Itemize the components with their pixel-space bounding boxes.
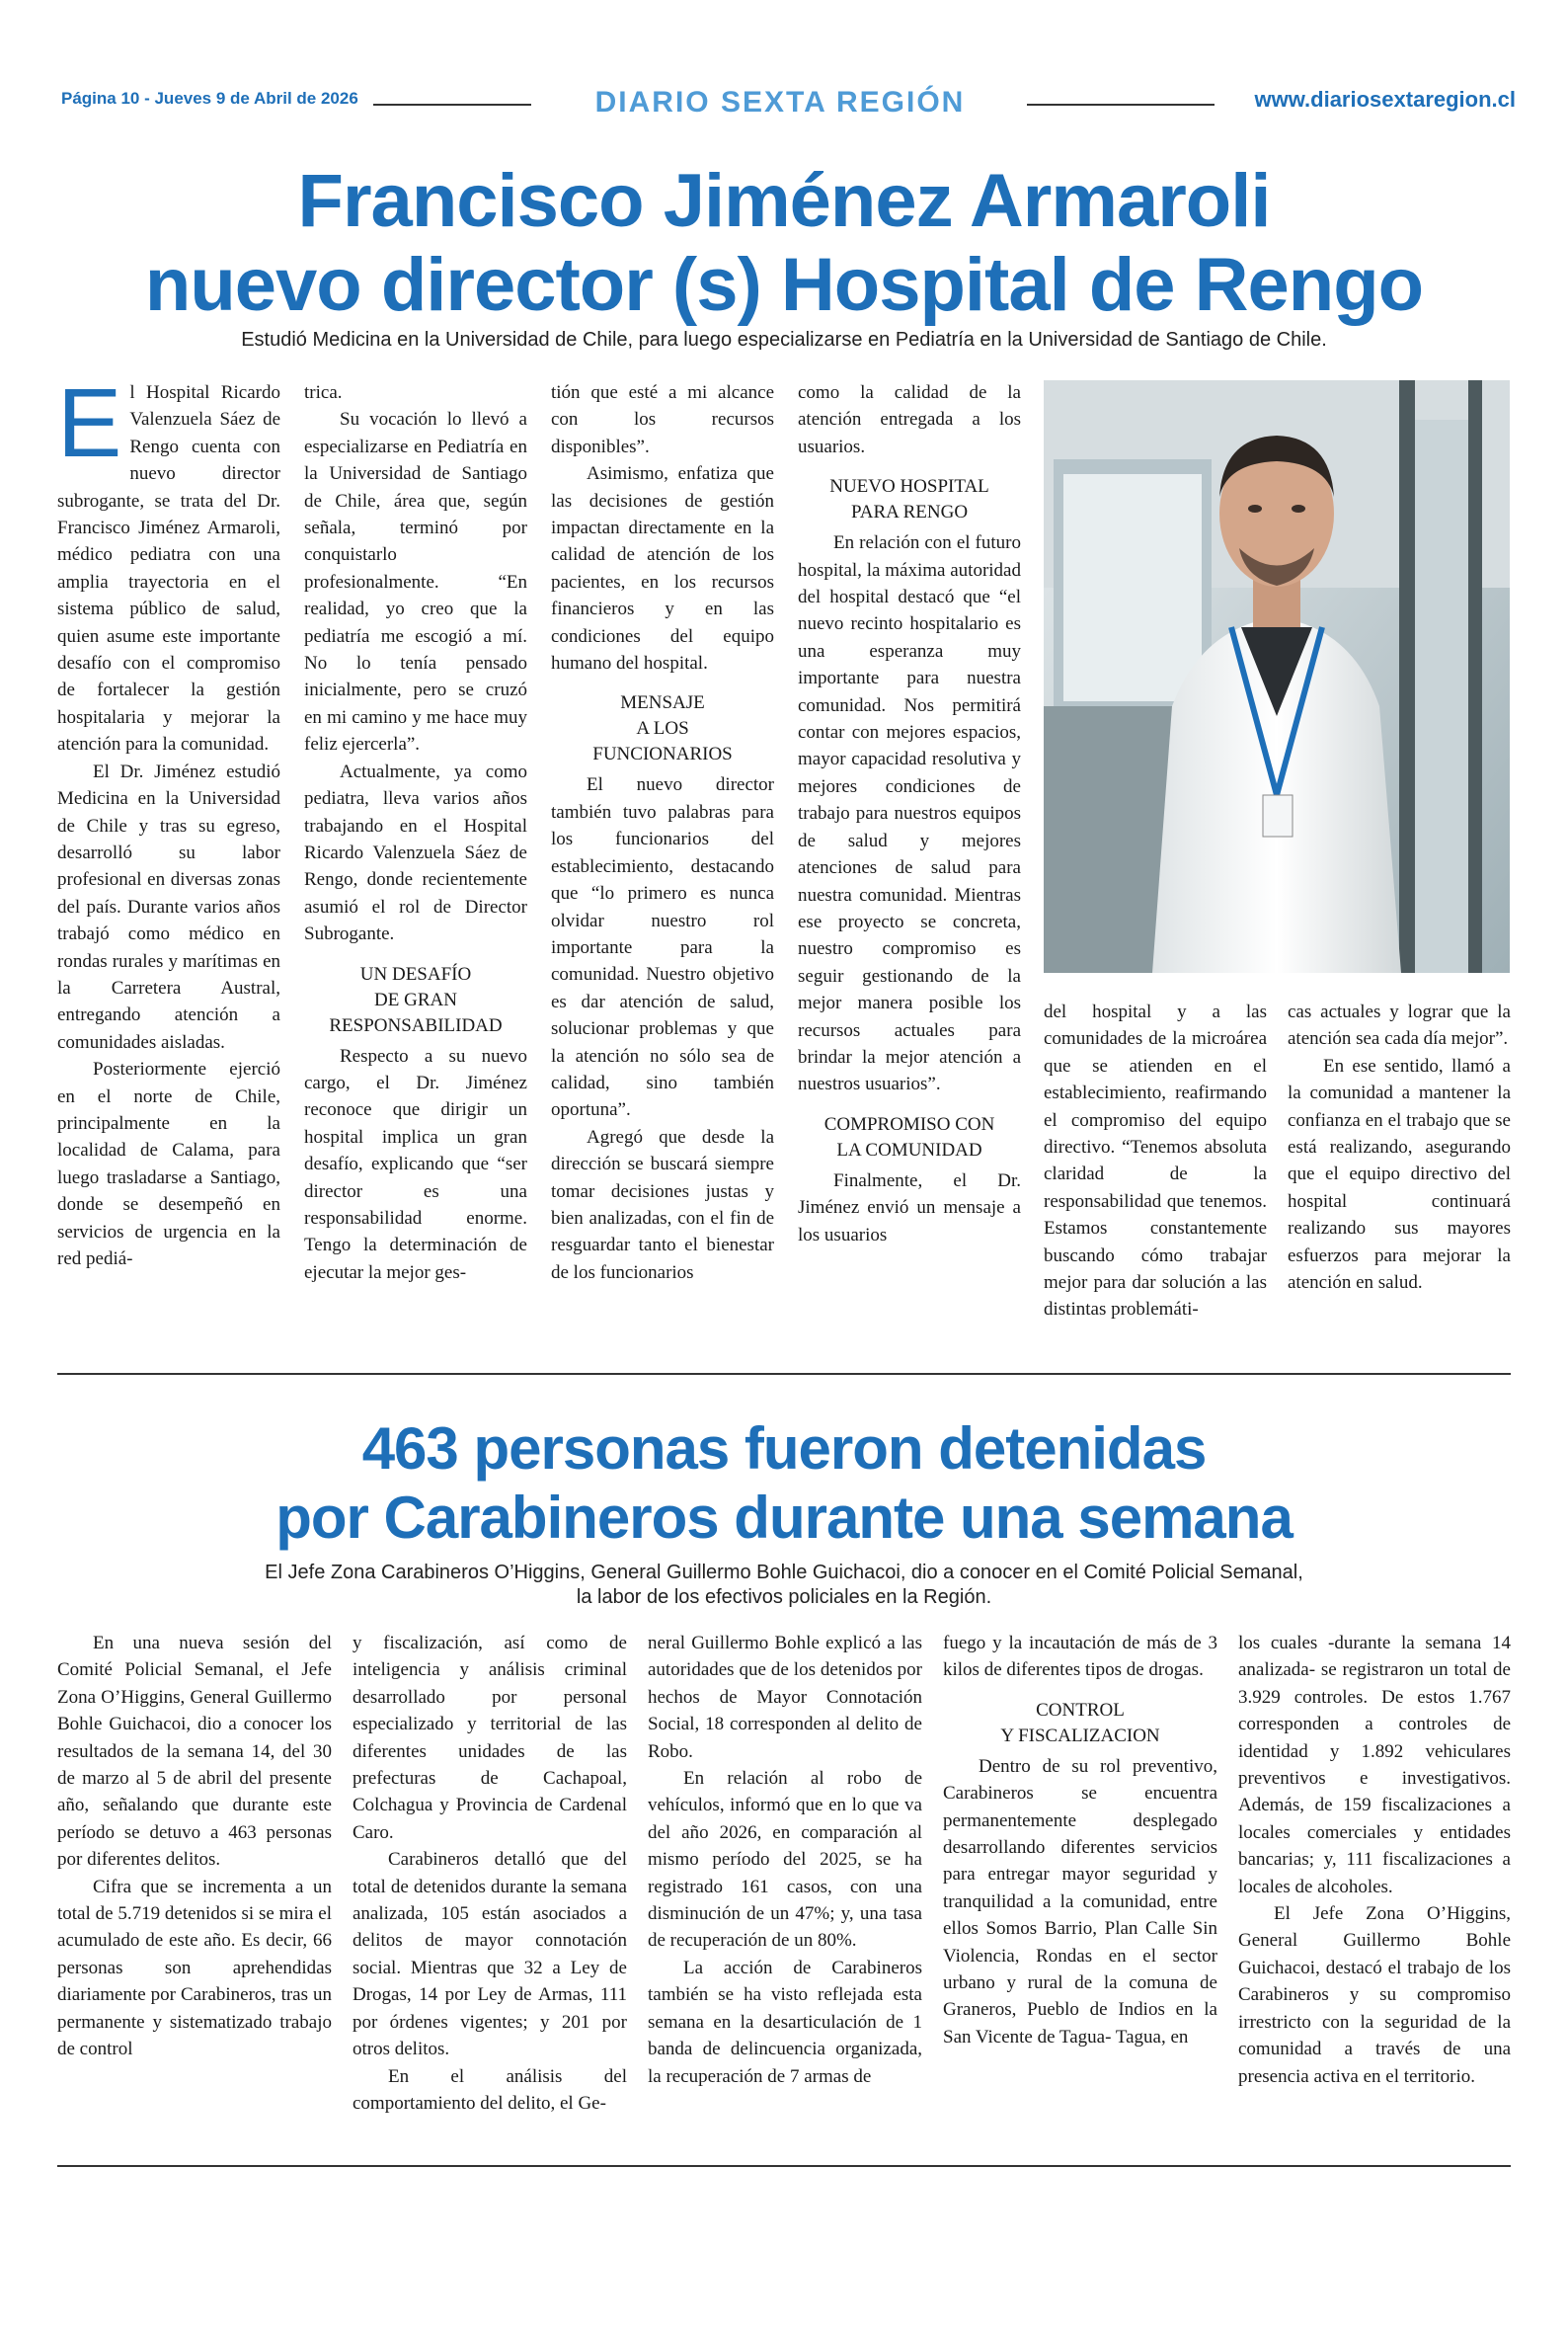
article2-paragraph: fuego y la incautación de más de 3 kilos de diferentes tipos de drogas. xyxy=(943,1633,1217,1681)
director-photo xyxy=(1044,380,1510,973)
article1-subheading xyxy=(798,474,1021,525)
article1-column-4 xyxy=(798,379,1021,1367)
article1-paragraph: Posteriormente ejerció en el norte de Chile, principalmente en la localidad de Calama, para luego trasladarse a Santiago, donde se desempeñó en servicios de urgencia en la red pediá- xyxy=(57,1059,280,1269)
article1-paragraph: como la calidad de la atención entregada a los usuarios. xyxy=(798,382,1021,457)
article2-column-1 xyxy=(57,1630,332,2143)
subheading-line: NUEVO HOSPITAL xyxy=(829,476,989,498)
article1-paragraph: Respecto a su nuevo cargo, el Dr. Jiménez reconoce que dirigir un hospital implica un gran desafío, explicando que “ser director es una responsabilidad enorme. Tengo la determinación de ejecutar la mejor ges- xyxy=(304,1045,527,1283)
article2-paragraph: Carabineros detalló que del total de detenidos durante la semana analizada, 105 están asociados a delitos de mayor connotación social. Mientras que 32 a Ley de Drogas, 14 por Ley de Armas, 111 por órdenes vigentes; y 201 por otros delitos. xyxy=(353,1849,627,2060)
header-rule-left xyxy=(373,104,531,106)
article1-paragraph: En relación con el futuro hospital, la máxima autoridad del hospital destacó que “el nuevo recinto hospitalario es una esperanza muy importante para nuestra comunidad. Nos permitirá contar con mejores espacios, mayor capacidad resolutiva y mejores condiciones de trabajo para nuestros equipos de salud y mejores atenciones de salud para nuestra comunidad. Mientras ese proyecto se concreta, nuestro compromiso es seguir gestionando de la mejor manera posible los recursos actuales para brindar la mejor atención a nuestros usuarios”. xyxy=(798,532,1021,1095)
article1-paragraph: Actualmente, ya como pediatra, lleva varios años trabajando en el Hospital Ricardo Valenzuela Sáez de Rengo, donde recientemente asumió el rol de Director Subrogante. xyxy=(304,761,527,945)
subheading-line: UN DESAFÍO xyxy=(359,963,472,985)
article1-paragraph: cas actuales y lograr que la atención sea cada día mejor”. xyxy=(1288,1002,1511,1050)
bottom-divider xyxy=(57,2165,1511,2167)
subheading-line: DE GRAN xyxy=(374,989,457,1010)
article-divider xyxy=(57,1373,1511,1375)
article2-paragraph: La acción de Carabineros también se ha visto reflejada esta semana en la desarticulación de 1 banda de delincuencia organizada, la recuperación de 7 armas de xyxy=(648,1957,922,2087)
article1-paragraph: Agregó que desde la dirección se buscará siempre tomar decisiones justas y bien analizadas, con el fin de resguardar tanto el bienestar de los funcionarios xyxy=(551,1126,774,1283)
article2-paragraph: neral Guillermo Bohle explicó a las autoridades que de los detenidos por hechos de Mayor Connotación Social, 18 corresponden al delito de Robo. xyxy=(648,1633,922,1762)
article1-paragraph: En ese sentido, llamó a la comunidad a mantener la confianza en el trabajo que se está realizando, asegurando que el equipo directivo del hospital continuará realizando sus mayores esfuerzos para mejorar la atención en salud. xyxy=(1288,1055,1511,1294)
subheading-line: A LOS xyxy=(636,718,689,740)
article1-paragraph: Finalmente, el Dr. Jiménez envió un mensaje a los usuarios xyxy=(798,1169,1021,1245)
article1-subheading xyxy=(304,962,527,1039)
article2-paragraph: El Jefe Zona O’Higgins, General Guillermo Bohle Guichacoi, destacó el trabajo de los Carabineros y su compromiso irrestricto con la seguridad de la comunidad a través de una presencia activa en el territorio. xyxy=(1238,1903,1511,2087)
article1-paragraph: l Hospital Ricardo Valenzuela Sáez de Rengo cuenta con nuevo director subrogante, se trata del Dr. Francisco Jiménez Armaroli, médico pediatra con una amplia trayectoria en el sistema público de salud, quien asume este importante desafío con el compromiso de fortalecer la gestión hospitalaria y mejorar la atención para la comunidad. xyxy=(57,382,280,756)
article1-paragraph: Asimismo, enfatiza que las decisiones de gestión impactan directamente en la calidad de atención de los pacientes, en los recursos financieros y en las condiciones del equipo humano del hospital. xyxy=(551,463,774,675)
article1-title-line1: Francisco Jiménez Armaroli xyxy=(297,159,1271,243)
subheading-line: RESPONSABILIDAD xyxy=(329,1014,503,1036)
article1-paragraph: El Dr. Jiménez estudió Medicina en la Universidad de Chile y tras su egreso, desarrolló su labor profesional en diversas zonas del país. Durante varios años trabajó como médico en rondas rurales y marítimas en la Carretera Austral, entregando atención a comunidades aisladas. xyxy=(57,761,280,1053)
article1-column-2 xyxy=(304,379,527,1367)
subheading-line: LA COMUNIDAD xyxy=(836,1139,982,1161)
website-link[interactable]: www.diariosextaregion.cl xyxy=(1254,87,1516,112)
article1-paragraph: El nuevo director también tuvo palabras para los funcionarios del establecimiento, destacando que “lo primero es nunca olvidar nuestro rol importante para la comunidad. Nuestro objetivo es dar atención de salud, solucionar problemas y que la atención no sólo sea de calidad, sino también oportuna”. xyxy=(551,774,774,1121)
article1-paragraph: Su vocación lo llevó a especializarse en Pediatría en la Universidad de Santiago de Chile, área que, según señala, terminó por conquistarlo profesionalmente. “En realidad, yo creo que la pediatría me escogió a mí. No lo tenía pensado inicialmente, pero se cruzó en mi camino y me hace muy feliz ejercerla”. xyxy=(304,409,527,756)
article2-subtitle-line1: El Jefe Zona Carabineros O’Higgins, General Guillermo Bohle Guichacoi, dio a conocer en el Comité Policial Semanal, xyxy=(265,1562,1303,1583)
article1-subheading xyxy=(551,690,774,767)
article2-column-5 xyxy=(1238,1630,1511,2143)
article2-paragraph: En una nueva sesión del Comité Policial Semanal, el Jefe Zona O’Higgins, General Guillermo Bohle Guichacoi, dio a conocer los resultados de la semana 14, del 30 de marzo al 5 de abril del presente año, señalando que durante este período se detuvo a 463 personas por diferentes delitos. xyxy=(57,1633,332,1871)
article1-paragraph: del hospital y a las comunidades de la microárea que se atienden en el establecimiento, reafirmando el compromiso del equipo directivo. “Tenemos absoluta claridad de la responsabilidad que tenemos. Estamos constantemente buscando cómo trabajar mejor para dar solución a las distintas problemáti- xyxy=(1044,1002,1267,1321)
article2-title-line2: por Carabineros durante una semana xyxy=(275,1485,1293,1551)
page-info: Página 10 - Jueves 9 de Abril de 2026 xyxy=(61,89,358,108)
article1-column-3 xyxy=(551,379,774,1367)
article2-subheading xyxy=(943,1698,1217,1749)
newspaper-name: DIARIO SEXTA REGIÓN xyxy=(594,86,966,119)
subheading-line: COMPROMISO CON xyxy=(823,1113,995,1135)
article1-column-1 xyxy=(57,379,280,1367)
article2-paragraph: En relación al robo de vehículos, informó que en lo que va del año 2026, en comparación al mismo período del 2025, se ha registrado 161 casos, con una disminución de un 47%; y, una tasa de recuperación de un 80%. xyxy=(648,1768,922,1952)
subheading-line: PARA RENGO xyxy=(850,502,969,523)
article2-paragraph: Cifra que se incrementa a un total de 5.719 detenidos si se mira el acumulado de este año. Es decir, 66 personas son aprehendidas diariamente por Carabineros, tras un permanente y sistematizado trabajo de control xyxy=(57,1876,332,2060)
article2-column-2 xyxy=(353,1630,627,2143)
article1-paragraph: trica. xyxy=(304,382,343,403)
article2-paragraph: Dentro de su rol preventivo, Carabineros se encuentra permanentemente desplegado desarrollando diferentes servicios para entregar mayor seguridad y tranquilidad a la comunidad, entre ellos Somos Barrio, Plan Calle Sin Violencia, Rondas en el sector urbano y rural de la comuna de Graneros, Pueblo de Indios en la San Vicente de Tagua- Tagua, en xyxy=(943,1755,1217,2048)
article2-paragraph: y fiscalización, así como de inteligencia y análisis criminal desarrollado por personal especializado y territorial de las diferentes unidades de las prefecturas de Cachapoal, Colchagua y Provincia de Cardenal Caro. xyxy=(353,1633,627,1843)
article2-paragraph: los cuales -durante la semana 14 analizada- se registraron un total de 3.929 controles. De estos 1.767 corresponden a controles de identidad y 1.892 vehiculares preventivos e investigativos. Además, de 159 fiscalizaciones a locales comerciales y entidades bancarias; y, 111 fiscalizaciones a locales de alcoholes. xyxy=(1238,1633,1511,1897)
article2-column-3 xyxy=(648,1630,922,2143)
article2-subtitle-line2: la labor de los efectivos policiales en la Región. xyxy=(576,1586,992,1608)
header-rule-right xyxy=(1027,104,1215,106)
article1-column-5 xyxy=(1044,999,1267,1366)
article1-paragraph: tión que esté a mi alcance con los recursos disponibles”. xyxy=(551,382,774,457)
article2-title-line1: 463 personas fueron detenidas xyxy=(361,1415,1207,1482)
subheading-line: Y FISCALIZACION xyxy=(1000,1725,1160,1746)
article1-dropcap: E xyxy=(57,379,122,477)
subheading-line: FUNCIONARIOS xyxy=(592,744,733,765)
subheading-line: CONTROL xyxy=(1036,1699,1125,1721)
article2-column-4 xyxy=(943,1630,1217,2143)
article1-title-line2: nuevo director (s) Hospital de Rengo xyxy=(144,243,1424,327)
subheading-line: MENSAJE xyxy=(620,692,705,714)
article1-subheading xyxy=(798,1112,1021,1164)
article1-column-6 xyxy=(1288,999,1511,1366)
director-photo-illustration xyxy=(1044,380,1510,973)
article1-subtitle: Estudió Medicina en la Universidad de Chile, para luego especializarse en Pediatría en la Universidad de Santiago de Chile. xyxy=(241,329,1327,351)
article2-paragraph: En el análisis del comportamiento del delito, el Ge- xyxy=(353,2065,627,2114)
